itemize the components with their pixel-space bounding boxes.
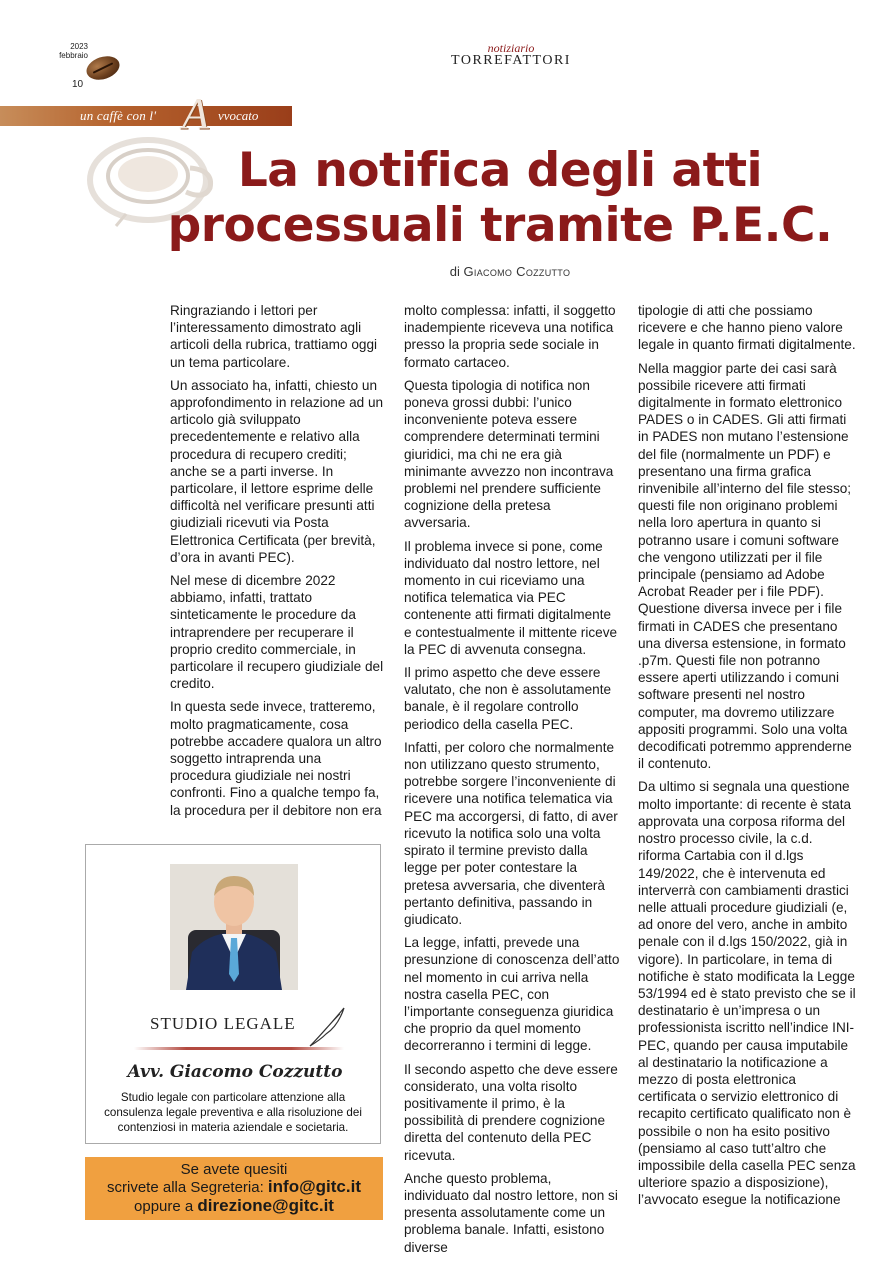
studio-label: STUDIO LEGALE <box>150 1014 296 1033</box>
byline <box>380 264 640 279</box>
paragraph: In questa sede invece, tratteremo, molto pragmaticamente, cosa potrebbe accadere qualora un altro soggetto intraprenda una procedura giudiziale nei nostri confronti. Fino a qualche tempo fa, la procedura per il debitore non era <box>170 699 382 818</box>
paragraph: Questa tipologia di notifica non poneva grossi dubbi: l’unico inconveniente poteva essere comprendere determinati termini giuridici, ma chi ne era già minimante avvezzo non incontrava problemi nel prendere sufficiente cognizione della pretesa avversaria. <box>404 377 614 531</box>
lawyer-name: Avv. Giacomo Cozzutto <box>127 1062 343 1082</box>
contact-line2 <box>85 1178 383 1196</box>
quill-icon <box>304 1004 350 1050</box>
contact-box <box>85 1157 383 1220</box>
article-column-2 <box>404 302 620 1262</box>
rubric-prefix: un caffè con l' <box>80 108 157 123</box>
email-link-direzione[interactable]: direzione@gitc.it <box>197 1196 334 1215</box>
decorative-rule <box>134 1047 344 1050</box>
paragraph: La legge, infatti, prevede una presunzione di conoscenza dell’atto nel momento in cui arriva nella nostra casella PEC, con l’importante conseguenza giuridica che proprio da quel momento decorreranno i termini di legge. <box>404 935 620 1054</box>
article-column-3 <box>638 302 856 1215</box>
page-number: 10 <box>72 79 84 90</box>
contact-line2-prefix: scrivete alla Segreteria: <box>107 1179 268 1196</box>
contact-line1: Se avete quesiti <box>180 1161 288 1178</box>
paragraph: Ringraziando i lettori per l’interessamento dimostrato agli articoli della rubrica, trattiamo oggi un tema particolare. <box>170 303 378 370</box>
contact-line3 <box>85 1197 383 1215</box>
issue-year: 2023 <box>70 42 88 51</box>
contact-line3-prefix: oppure a <box>134 1198 198 1215</box>
firm-description: Studio legale con particolare attenzione alla consulenza legale preventiva e alla risoluzione dei contenziosi in materia aziendale e societaria. <box>104 1091 362 1134</box>
coffee-bean-icon <box>83 52 122 83</box>
article-column-1 <box>170 302 386 825</box>
lawyer-portrait-icon <box>170 864 298 990</box>
article-title-line2: processuali tramite P.E.C. <box>167 198 833 253</box>
paragraph: tipologie di atti che possiamo ricevere e che hanno pieno valore legale in quanto firmati digitalmente. <box>638 303 856 353</box>
paragraph: Infatti, per coloro che normalmente non utilizzano questo strumento, potrebbe sorgere l’inconveniente di ricevere una notifica telematica via PEC ma accorgersi, di fatto, di aver ricevuto la notifica solo una volta spirato il termine previsto dalla legge per poter contestare la pretesa avversaria, che diventerà pertanto definitiva, passando in giudicato. <box>404 739 618 927</box>
article-title <box>150 143 850 253</box>
paragraph: Il problema invece si pone, come individuato dal nostro lettore, nel momento in cui riceviamo una notifica telematica via PEC contenente atti firmati digitalmente e contestualmente il mittente riceve la PEC di avvenuta consegna. <box>404 538 618 657</box>
paragraph: molto complessa: infatti, il soggetto inadempiente riceveva una notifica presso la propria sede sociale in formato cartaceo. <box>404 303 616 370</box>
rubric-initial: A <box>182 89 209 138</box>
article-title-line1: La notifica degli atti <box>237 143 763 198</box>
paragraph: Il primo aspetto che deve essere valutato, che non è assolutamente banale, è il regolare controllo periodico della casella PEC. <box>404 665 612 732</box>
paragraph: Nel mese di dicembre 2022 abbiamo, infatti, trattato sinteticamente le procedure da intraprendere per recuperare il proprio credito commerciale, in particolare il recupero giudiziale del credito. <box>170 573 384 692</box>
issue-date <box>40 42 88 60</box>
paragraph: Il secondo aspetto che deve essere considerato, una volta risolto positivamente il primo, è la possibilità di prendere cognizione diretta del contenuto della PEC ricevuta. <box>404 1061 618 1163</box>
email-link-info[interactable]: info@gitc.it <box>267 1177 361 1196</box>
byline-prefix: di <box>449 264 460 279</box>
masthead-title: TORREFATTORI <box>451 53 571 68</box>
paragraph: Da ultimo si segnala una questione molto importante: di recente è stata approvata una corposa riforma del nostro processo civile, la c.d. riforma Cartabia con il d.lgs 149/2022, che è intervenuta ed interverrà con cambiamenti drastici nelle attuali procedure giudiziali (e, ad onore del vero, anche in ambito penale con il d.lgs 150/2022, già in vigore). In particolare, in tema di notifiche è stato modificata la Legge 53/1994 ed è stato previsto che se il destinatario è un’impresa o un professionista iscritto nell’indice INI-PEC, quando per causa imputabile al destinatario la notificazione a mezzo di posta elettronica certificata o servizio elettronico di recapito certificato qualificato non è possibile o non ha esito positivo (pensiamo al caso tutt’altro che impossibile della casella PEC senza ulteriore spazio a disposizione), l’avvocato esegue la notificazione <box>638 779 856 1208</box>
lawyer-photo <box>170 864 298 990</box>
paragraph: Nella maggior parte dei casi sarà possibile ricevere atti firmati digitalmente in formato elettronico PADES o in CADES. Gli atti firmati in PADES non mutano l’estensione del file (normalmente un PDF) e presentano una firma grafica rinvenibile all’interno del file stesso; questi file non originano problemi nella loro apertura in quanto si potranno usare i comuni software che vengono utilizzati per il file principale (pensiamo ad Adobe Acrobat Reader per i file PDF). Questione diversa invece per i file firmati in CADES che presentano una diversa estensione, in formato .p7m. Questi file non potranno essere aperti utilizzando i comuni software presenti nel nostro computer, ma dovremo utilizzare appositi programmi. Solo una volta decodificati potremmo apprenderne il contenuto. <box>638 360 852 772</box>
byline-author: Giacomo Cozzutto <box>463 264 571 279</box>
paragraph: Un associato ha, infatti, chiesto un approfondimento in relazione ad un articolo già sviluppato precedentemente e relativo alla procedura di recupero crediti; anche se a parti inverse. In particolare, il lettore esprime delle difficoltà nel verificare presunti atti giudiziali ricevuti via Posta Elettronica Certificata (per brevità, d’ora in avanti PEC). <box>170 377 384 565</box>
paragraph: Anche questo problema, individuato dal nostro lettore, non si presenta assolutamente come un problema banale. Infatti, esistono diverse <box>404 1170 618 1255</box>
issue-month: febbraio <box>59 51 88 60</box>
rubric-suffix: vvocato <box>218 108 259 123</box>
masthead-kicker: notiziario <box>487 41 535 55</box>
